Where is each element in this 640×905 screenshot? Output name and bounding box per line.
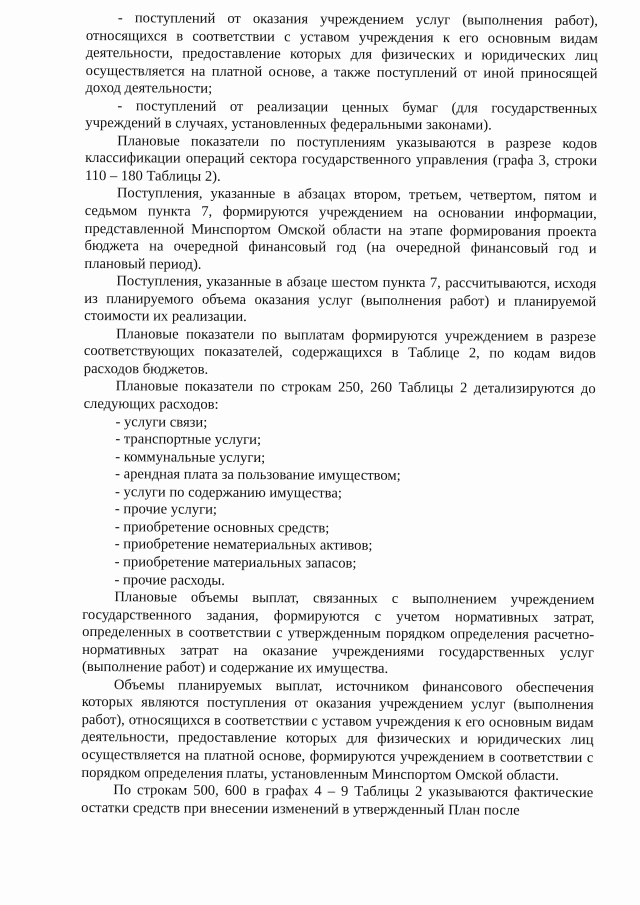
list-item: - прочие услуги; [114, 501, 218, 519]
list-item: - приобретение основных средств; [114, 519, 330, 537]
list-item: - услуги по содержанию имущества; [115, 483, 342, 502]
list-item: - приобретение нематериальных активов; [114, 536, 373, 555]
list-item: - арендная плата за пользование имуществом; [115, 466, 401, 485]
list-item: - коммунальные услуги; [115, 448, 266, 466]
paragraph-lines-500-600: По строкам 500, 600 в графах 4 – 9 Таблицы 2 указываются фактические остатки средств при внесении изменений в утвержденный План после [81, 782, 594, 819]
paragraph-income-codes: Плановые показатели по поступлениям указываются в разрезе кодов классификации операций сектора государственного управления (графа 3, строки 110 – 180 Таблицы 2). [84, 133, 598, 185]
expense-list [82, 414, 595, 593]
document-body [81, 10, 598, 820]
paragraph-income-formation: Поступления, указанные в абзацах втором, третьем, четвертом, пятом и седьмом пункта 7, формируются учреждением на основании информации, представленной Минспортом Омской области на этапе формирования проекта бюджета на очередной финансовый год (на очередной финансовый год и плановый период). [84, 185, 597, 273]
list-item: - прочие расходы. [114, 571, 225, 589]
paragraph-state-task-payments: Плановые объемы выплат, связанных с выполнением учреждением государственного задания, формируются с учетом нормативных затрат, определенных в соответствии с утвержденным порядком определения расчетно-нормативных затрат на оказание учреждениями государственных услуг (выполнение работ) и содержание их имущества. [81, 589, 595, 678]
list-item: - транспортные услуги; [115, 431, 262, 449]
paragraph-payments-formation: Плановые показатели по выплатам формируются учреждением в разрезе соответствующих показателей, содержащихся в Таблице 2, по кодам видов расходов бюджетов. [83, 326, 597, 378]
paragraph-paid-services-income: - поступлений от оказания учреждением услуг (выполнения работ), относящихся в соответствии с уставом учреждения к его основным видам деятельности, предоставление которых для физических и юридических лиц осуществляется на платной основе, а также поступлений от иной приносящей доход деятельности; [85, 10, 598, 97]
list-item: - приобретение материальных запасов; [114, 554, 357, 572]
paragraph-planned-payments: Объемы планируемых выплат, источником финансового обеспечения которых являются поступления от оказания учреждением услуг (выполнения работ), относящихся в соответствии с уставом учреждения к его основным видам деятельности, предоставление которых для физических и юридических лиц осуществляется на платной основе, формируются учреждением в соответствии с порядком определения платы, установленным Минспортом Омской области. [81, 676, 594, 784]
paragraph-lines-250-260: Плановые показатели по строкам 250, 260 Таблицы 2 детализируются до следующих расходов: [83, 378, 596, 413]
paragraph-income-calculation: Поступления, указанные в абзаце шестом пункта 7, рассчитываются, исходя из планируемого объема оказания услуг (выполнения работ) и планируемой стоимости их реализации. [84, 273, 597, 326]
paragraph-securities-income: - поступлений от реализации ценных бумаг (для государственных учреждений в случаях, установленных федеральными законами). [85, 97, 598, 134]
list-item: - услуги связи; [115, 413, 208, 431]
